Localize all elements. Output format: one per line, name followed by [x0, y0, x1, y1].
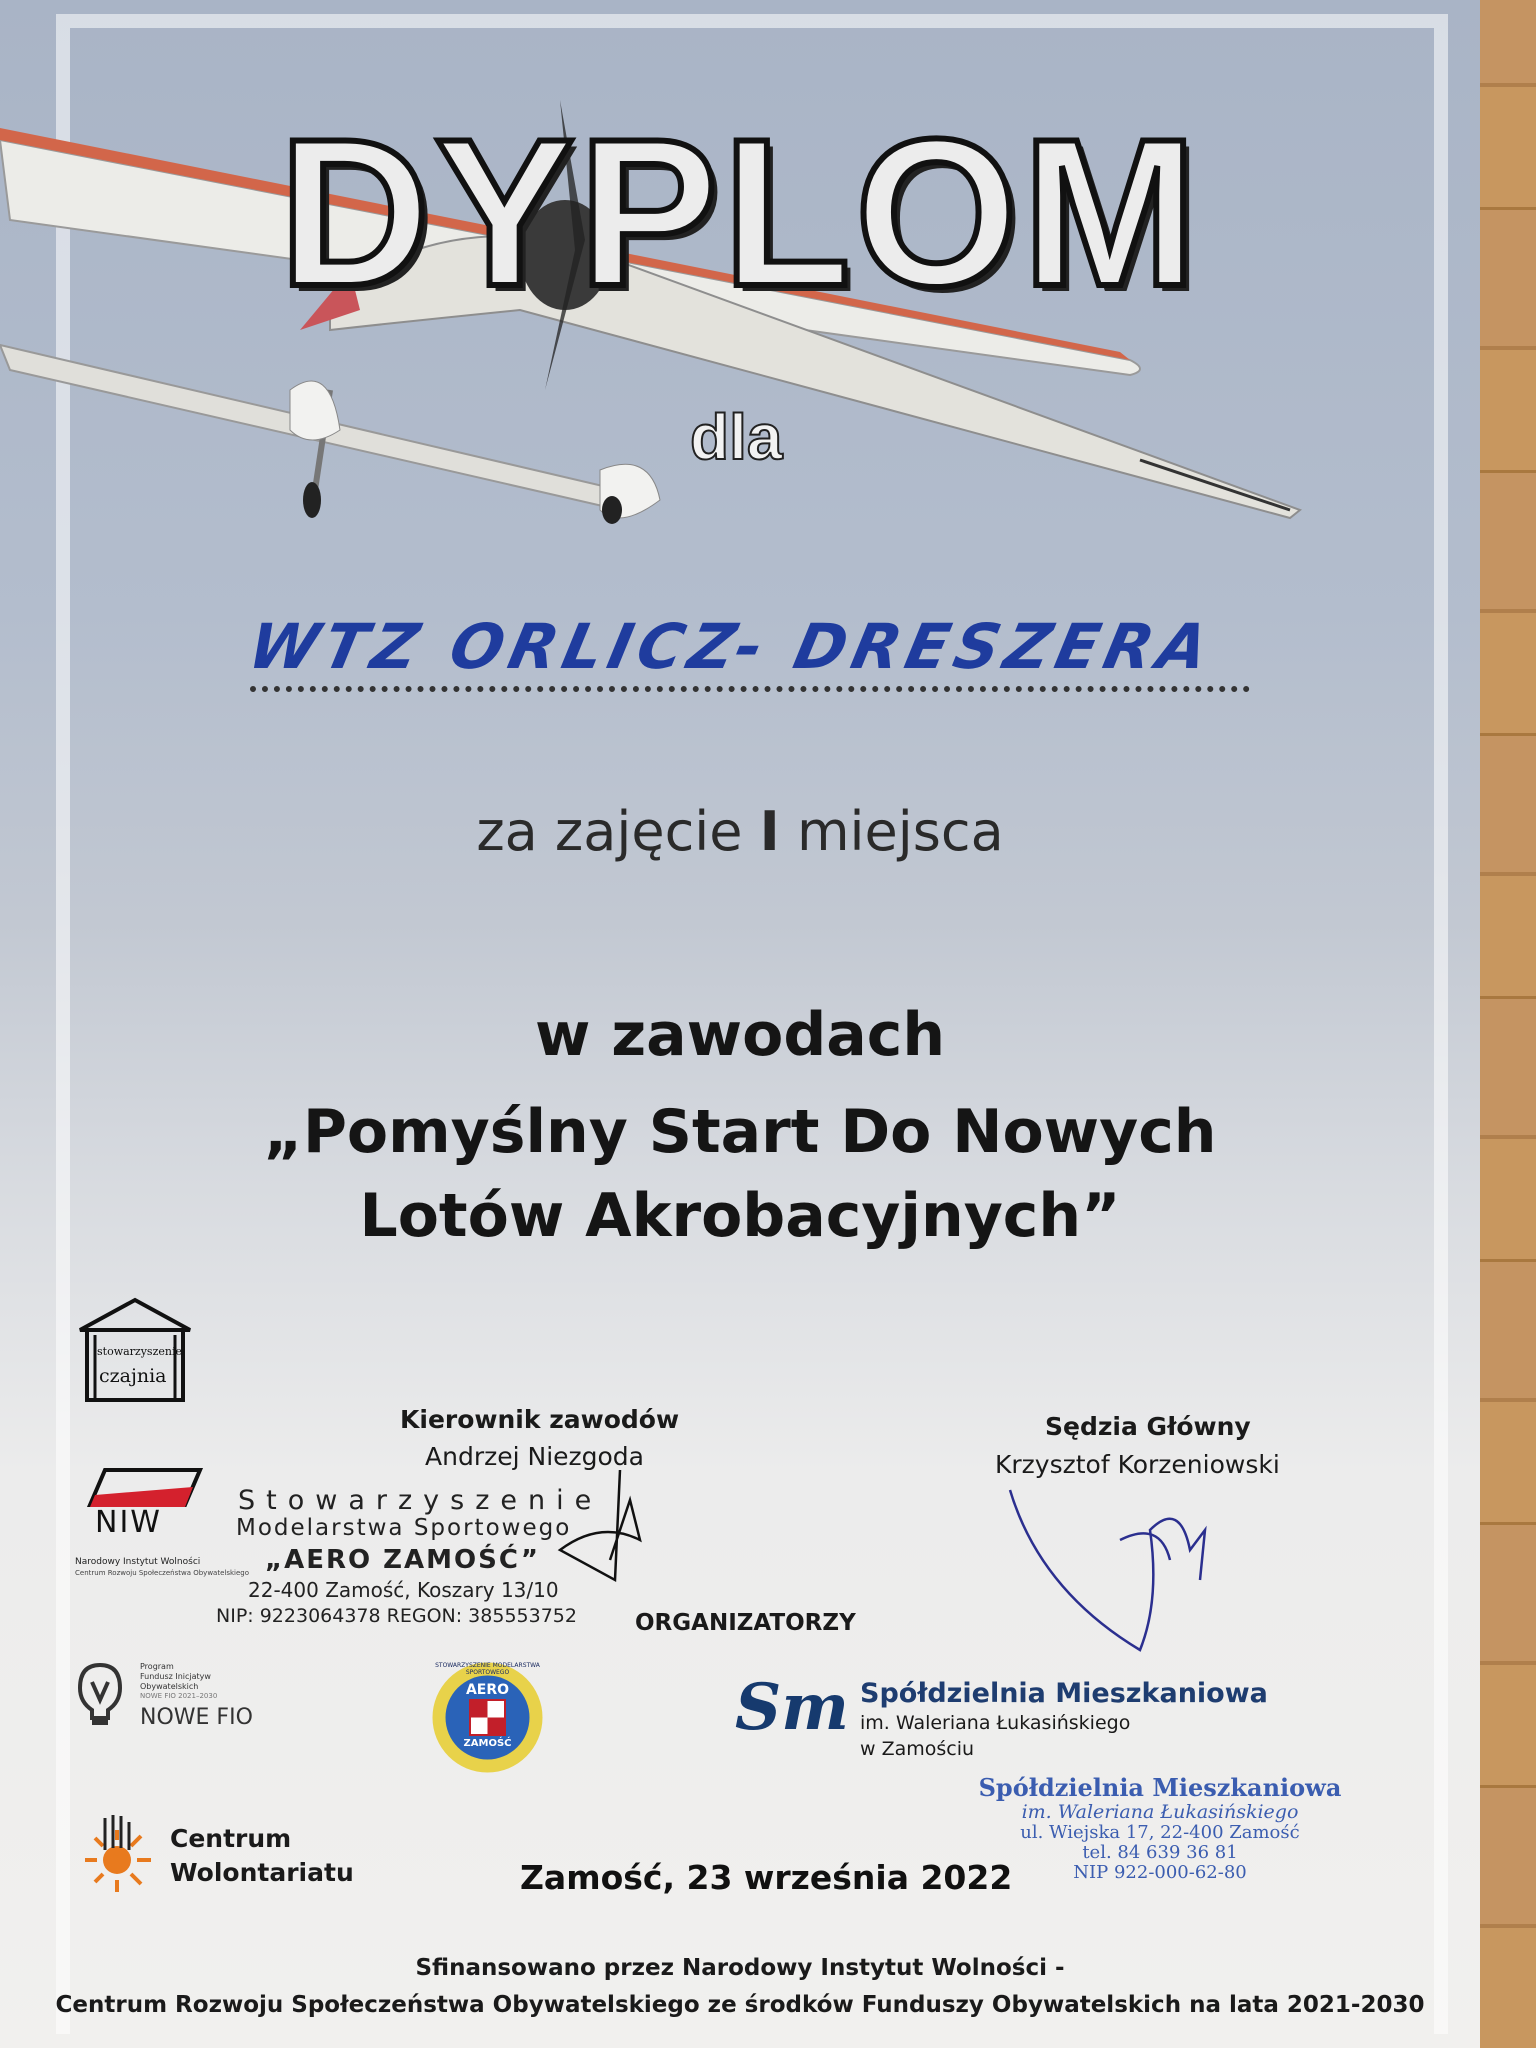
niw-text: NIW: [95, 1505, 162, 1540]
sm-line2: im. Waleriana Łukasińskiego: [860, 1712, 1131, 1734]
czajnia-top-text: stowarzyszenie: [97, 1345, 182, 1358]
recipient-dotted-line: [250, 680, 1250, 692]
aero-stamp-line2: Modelarstwa Sportowego: [236, 1515, 572, 1541]
aero-badge-icon: [430, 1660, 545, 1775]
fio-caption-1: Program: [140, 1662, 174, 1671]
aero-badge-bottom: ZAMOŚĆ: [463, 1738, 512, 1749]
nowe-fio-logo: [75, 1660, 275, 1740]
footer-line2: Centrum Rozwoju Społeczeństwa Obywatelskiego ze środków Funduszy Obywatelskich na lata 2021-2030: [55, 1991, 1425, 2018]
lightbulb-icon: [75, 1660, 125, 1730]
contest-manager-role: Kierownik zawodów: [400, 1405, 680, 1434]
judge-signature: [1000, 1470, 1220, 1670]
coop-stamp-line3: ul. Wiejska 17, 22-400 Zamość: [1020, 1822, 1300, 1844]
aero-zamosc-logo: [430, 1660, 545, 1775]
chief-judge-name: Krzysztof Korzeniowski: [995, 1450, 1280, 1479]
coop-stamp-line4: tel. 84 639 36 81: [1082, 1842, 1238, 1864]
coop-stamp-line5: NIP 922-000-62-80: [1073, 1862, 1247, 1884]
cw-line1: Centrum: [170, 1824, 292, 1853]
sun-hand-icon: [75, 1810, 160, 1900]
aero-badge-top: AERO: [465, 1682, 510, 1698]
aero-stamp-line5: NIP: 9223064378 REGON: 385553752: [216, 1605, 577, 1627]
cw-line2: Wolontariatu: [170, 1858, 354, 1887]
place-rank: I: [759, 800, 780, 863]
competition-name: [0, 1090, 1480, 1258]
czajnia-bottom-text: czajnia: [99, 1365, 167, 1387]
fio-caption-4: NOWE FIO 2021–2030: [140, 1692, 218, 1700]
for-word: dla: [690, 401, 783, 473]
aero-stamp-line3: „AERO ZAMOŚĆ”: [265, 1545, 540, 1575]
niw-logo: [75, 1465, 250, 1585]
organizers-label: ORGANIZATORZY: [635, 1610, 856, 1636]
fio-caption-2: Fundusz Inicjatyw: [140, 1672, 211, 1681]
funding-footer: [0, 1950, 1480, 2024]
sm-name: Spółdzielnia Mieszkaniowa: [860, 1678, 1268, 1709]
coop-stamp: [960, 1775, 1360, 1884]
niw-caption-1: Narodowy Instytut Wolności: [75, 1557, 201, 1567]
place-suffix: miejsca: [796, 800, 1004, 863]
czajnia-logo: [75, 1295, 195, 1405]
competition-name-line1: „Pomyślny Start Do Nowych: [263, 1097, 1217, 1167]
sm-mark: Sm: [735, 1670, 849, 1745]
contest-manager-name: Andrzej Niezgoda: [425, 1442, 644, 1471]
housing-coop-logo: [735, 1670, 1295, 1770]
aero-ring-text: STOWARZYSZENIE MODELARSTWA SPORTOWEGO: [435, 1662, 540, 1676]
competition-intro: w zawodach: [534, 1000, 946, 1070]
volunteer-center-logo: [75, 1810, 354, 1900]
fio-caption-3: Obywatelskich: [140, 1682, 199, 1691]
competition-name-line2: Lotów Akrobacyjnych”: [359, 1181, 1121, 1251]
issue-date: Zamość, 23 września 2022: [520, 1858, 1013, 1897]
chief-judge-role: Sędzia Główny: [1045, 1412, 1251, 1441]
aero-stamp-line1: Stowarzyszenie: [238, 1485, 603, 1516]
footer-line1: Sfinansowano przez Narodowy Instytut Wolności -: [415, 1955, 1065, 1981]
coop-stamp-line1: Spółdzielnia Mieszkaniowa: [978, 1773, 1342, 1802]
place-prefix: za zajęcie: [476, 800, 743, 863]
sm-line3: w Zamościu: [860, 1738, 975, 1760]
niw-caption-2: Centrum Rozwoju Społeczeństwa Obywatelskiego: [75, 1569, 250, 1577]
coop-stamp-line2: im. Waleriana Łukasińskiego: [1021, 1800, 1299, 1823]
fio-name: NOWE FIO: [140, 1705, 253, 1730]
recipient-handwritten: WTZ ORLICZ- DRESZERA: [242, 610, 1221, 683]
aero-stamp-line4: 22-400 Zamość, Koszary 13/10: [248, 1578, 559, 1602]
diploma-title: DYPLOM: [278, 95, 1202, 330]
place-line: [0, 800, 1480, 863]
